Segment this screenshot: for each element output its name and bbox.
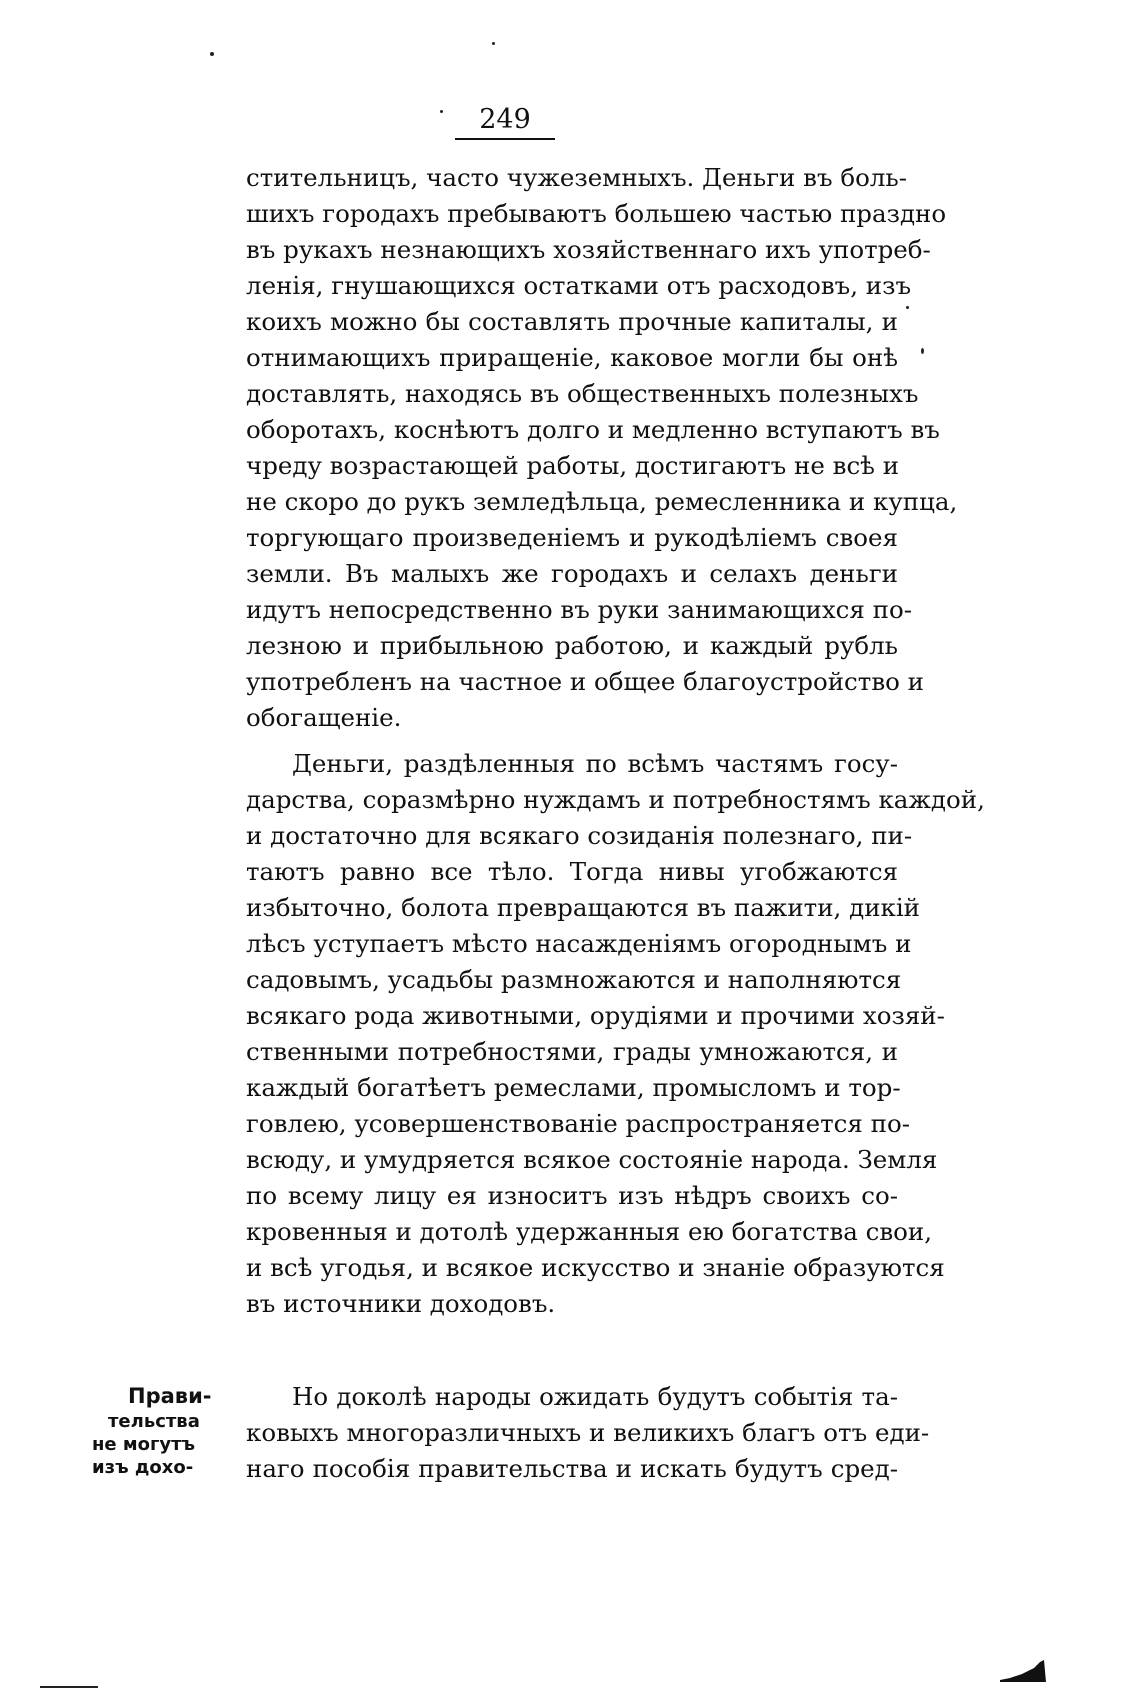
scan-dash	[40, 1686, 98, 1688]
text-line: наго пособія правительства и искать будутъ сред-	[246, 1454, 898, 1483]
text-line: коихъ можно бы составлять прочные капиталы, и	[246, 307, 898, 336]
text-line: употребленъ на частное и общее благоустройство и	[246, 667, 924, 696]
page-number-rule	[455, 138, 555, 140]
text-line: въ рукахъ незнающихъ хозяйственнаго ихъ употреб-	[246, 235, 931, 264]
text-line: стительницъ, часто чужеземныхъ. Деньги въ боль-	[246, 163, 908, 192]
scan-speck	[440, 110, 443, 113]
text-line: всякаго рода животными, орудіями и прочими хозяй-	[246, 1001, 945, 1030]
text-line: ственными потребностями, грады умножаются, и	[246, 1037, 898, 1066]
text-line: дарства, соразмѣрно нуждамъ и потребностямъ каждой,	[246, 785, 985, 814]
margin-note-line: изъ дохо-	[92, 1457, 194, 1478]
scan-speck	[921, 348, 924, 354]
text-line: и достаточно для всякаго созиданія полезнаго, пи-	[246, 821, 913, 850]
text-line: избыточно, болота превращаются въ пажити, дикій	[246, 893, 921, 922]
corner-mark-icon	[1000, 1660, 1046, 1682]
text-line: ленія, гнушающихся остатками отъ расходовъ, изъ	[246, 271, 912, 300]
scan-speck	[210, 52, 214, 56]
margin-note-line: тельства	[108, 1411, 200, 1432]
text-line: таютъ равно все тѣло. Тогда нивы угобжаются	[246, 857, 898, 886]
scan-speck	[906, 306, 909, 309]
text-line: чреду возрастающей работы, достигаютъ не всѣ и	[246, 451, 900, 480]
text-line: кровенныя и дотолѣ удержанныя ею богатства свои,	[246, 1217, 933, 1246]
text-line: Деньги, раздѣленныя по всѣмъ частямъ госу-	[292, 749, 898, 778]
margin-note-line: не могутъ	[92, 1434, 196, 1455]
text-line: обогащеніе.	[246, 703, 402, 732]
text-line: земли. Въ малыхъ же городахъ и селахъ деньги	[246, 559, 898, 588]
text-line: шихъ городахъ пребываютъ большею частью праздно	[246, 199, 947, 228]
text-line: оборотахъ, коснѣютъ долго и медленно вступаютъ въ	[246, 415, 940, 444]
text-line: по всему лицу ея износитъ изъ нѣдръ своихъ со-	[246, 1181, 898, 1210]
text-line: торгующаго произведеніемъ и рукодѣліемъ своея	[246, 523, 898, 552]
text-line: Но доколѣ народы ожидать будутъ событія та-	[292, 1382, 898, 1411]
text-line: идутъ непосредственно въ руки занимающихся по-	[246, 595, 912, 624]
text-line: ковыхъ многоразличныхъ и великихъ благъ отъ еди-	[246, 1418, 930, 1447]
text-line: отнимающихъ приращеніе, каковое могли бы онѣ	[246, 343, 898, 372]
text-line: говлею, усовершенствованіе распространяется по-	[246, 1109, 910, 1138]
text-line: и всѣ угодья, и всякое искусство и знаніе образуются	[246, 1253, 945, 1282]
text-line: каждый богатѣетъ ремеслами, промысломъ и тор-	[246, 1073, 901, 1102]
text-line: доставлять, находясь въ общественныхъ полезныхъ	[246, 379, 919, 408]
text-line: въ источники доходовъ.	[246, 1289, 556, 1318]
scan-speck	[492, 42, 495, 45]
text-line: лезною и прибыльною работою, и каждый рубль	[246, 631, 898, 660]
page-number: 249	[479, 104, 531, 135]
text-line: всюду, и умудряется всякое состояніе народа. Земля	[246, 1145, 938, 1174]
text-line: лѣсъ уступаетъ мѣсто насажденіямъ огороднымъ и	[246, 929, 912, 958]
margin-note-line: Прави-	[128, 1384, 212, 1408]
text-line: садовымъ, усадьбы размножаются и наполняются	[246, 965, 902, 994]
text-line: не скоро до рукъ земледѣльца, ремесленника и купца,	[246, 487, 958, 516]
